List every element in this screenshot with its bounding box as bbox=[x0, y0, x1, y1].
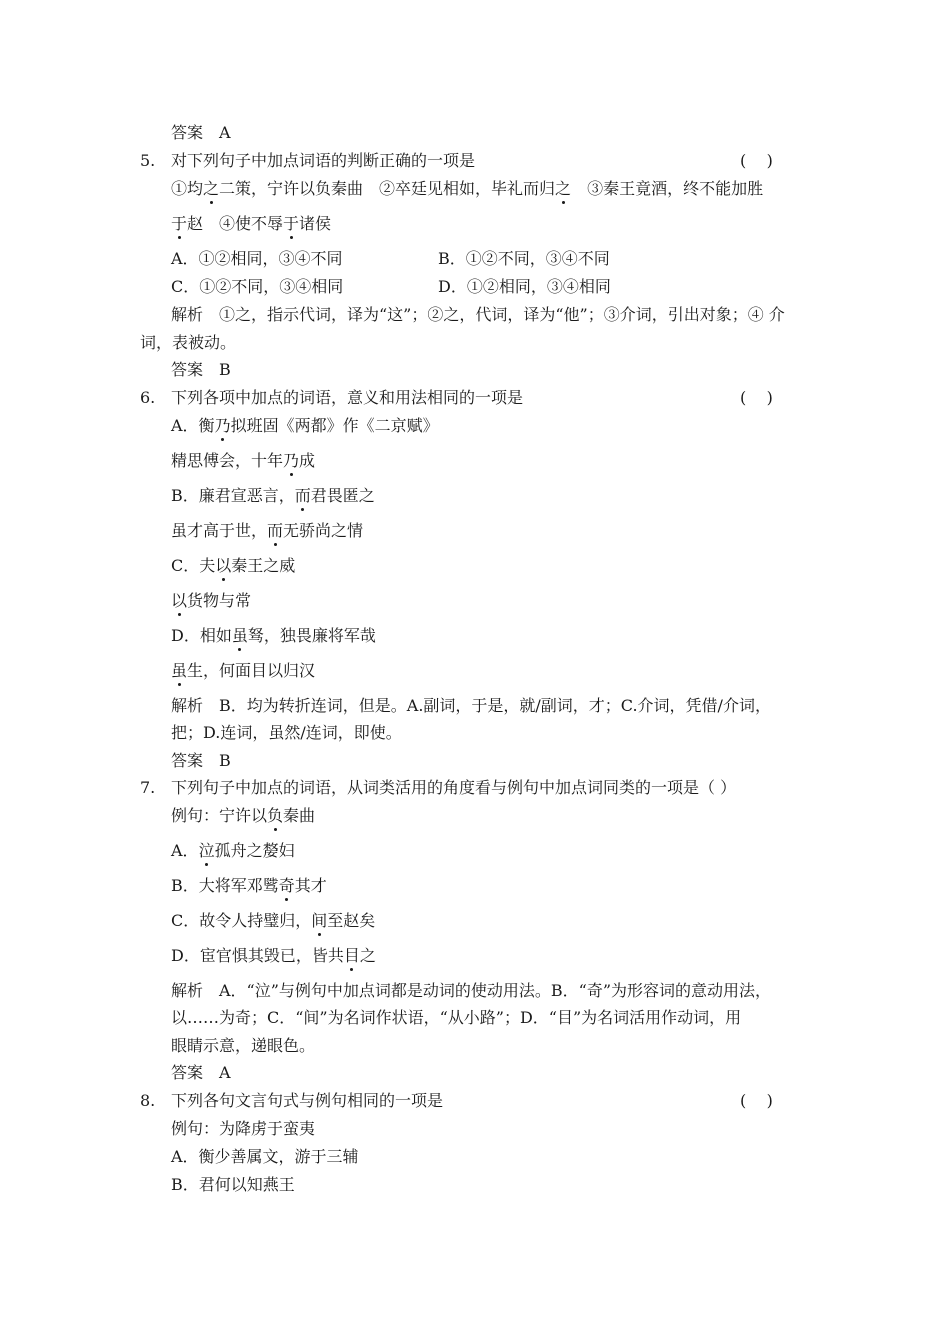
emphasized-char: 乃 bbox=[214, 416, 231, 435]
q5-option-a: A．①②相同，③④不同 bbox=[171, 249, 343, 268]
q6-analysis-line2: 把；D.连词，虽然/连词，即使。 bbox=[171, 723, 402, 742]
text-run: D．宦官惧其毁已，皆共 bbox=[171, 946, 344, 965]
text-run: A． bbox=[171, 841, 199, 860]
emphasized-char: 而 bbox=[294, 486, 311, 505]
answer-value: A bbox=[219, 123, 231, 142]
emphasized-char: 以 bbox=[171, 591, 188, 610]
q6-option-c-line2 bbox=[171, 591, 251, 611]
text-run: C．故令人持璧归， bbox=[171, 911, 312, 930]
q5-option-b: B．①②不同，③④不同 bbox=[438, 249, 610, 268]
text-run: B．大将军邓骘 bbox=[171, 876, 279, 895]
q6-option-a-line2 bbox=[171, 451, 315, 471]
q8-option-a: A．衡少善属文，游于三辅 bbox=[171, 1147, 359, 1166]
text-run: 君畏匿之 bbox=[310, 486, 375, 505]
emphasized-char: 奇 bbox=[278, 876, 295, 895]
text-run: A．衡 bbox=[171, 416, 215, 435]
answer-label: 答案 bbox=[171, 123, 204, 142]
q6-option-c-line1 bbox=[171, 556, 295, 576]
answer-label: 答案 bbox=[171, 751, 204, 770]
emphasized-char: 之 bbox=[555, 179, 572, 198]
q5-sentences-line1 bbox=[171, 179, 763, 199]
q5-option-c: C．①②不同，③④相同 bbox=[171, 277, 344, 296]
text-run: 例句：宁许以 bbox=[171, 806, 268, 825]
emphasized-char: 以 bbox=[215, 556, 232, 575]
text-run: 货物与常 bbox=[187, 591, 252, 610]
answer-value: B bbox=[219, 360, 231, 379]
text-run: 精思傅会，十年 bbox=[171, 451, 284, 470]
q7-stem: 下列句子中加点的词语，从词类活用的角度看与例句中加点词同类的一项是（ ） bbox=[171, 778, 737, 797]
q7-analysis-line2: 以……为奇；C．“间”为名词作状语，“从小路”；D．“目”为名词活用作动词，用 bbox=[171, 1008, 742, 1027]
q7-option-d bbox=[171, 946, 376, 966]
q7-option-a bbox=[171, 841, 295, 861]
q7-answer bbox=[171, 1063, 231, 1083]
text-run: 生，何面目以归汉 bbox=[187, 661, 316, 680]
text-run: 诸侯 bbox=[299, 214, 332, 233]
text-run: B．廉君宣恶言， bbox=[171, 486, 295, 505]
text-run: 虽才高于世， bbox=[171, 521, 268, 540]
q6-option-b-line2 bbox=[171, 521, 363, 541]
q6-answer-blank: ( ) bbox=[740, 388, 773, 407]
text-run: 拟班固《两都》作《二京赋》 bbox=[230, 416, 439, 435]
q7-option-c bbox=[171, 911, 375, 931]
text-run: 秦曲 bbox=[283, 806, 316, 825]
text-run: 孤舟之嫠妇 bbox=[214, 841, 295, 860]
answer-label: 答案 bbox=[171, 360, 204, 379]
answer-label: 答案 bbox=[171, 1063, 204, 1082]
text-run: 至赵矣 bbox=[327, 911, 376, 930]
q8-option-b: B．君何以知燕王 bbox=[171, 1175, 295, 1194]
emphasized-char: 泣 bbox=[198, 841, 215, 860]
q6-option-d-line1 bbox=[171, 626, 376, 646]
q5-number: 5. bbox=[140, 151, 156, 170]
q7-option-b bbox=[171, 876, 327, 896]
emphasized-char: 虽 bbox=[231, 626, 248, 645]
text-run: D．相如 bbox=[171, 626, 232, 645]
text-run: 驽，独畏廉将军哉 bbox=[247, 626, 376, 645]
q6-answer bbox=[171, 751, 231, 771]
q5-analysis-line2: 词，表被动。 bbox=[140, 333, 237, 352]
text-run: 无骄尚之情 bbox=[283, 521, 364, 540]
q5-stem: 对下列句子中加点词语的判断正确的一项是 bbox=[171, 151, 476, 170]
text-run: 赵 ④使不辱 bbox=[187, 214, 284, 233]
emphasized-char: 虽 bbox=[171, 661, 188, 680]
q8-stem: 下列各句文言句式与例句相同的一项是 bbox=[171, 1091, 444, 1110]
q6-stem: 下列各项中加点的词语，意义和用法相同的一项是 bbox=[171, 388, 524, 407]
q6-analysis-line1: 解析 B．均为转折连词，但是。A.副词，于是，就/副词，才；C.介词，凭借/介词， bbox=[171, 696, 771, 715]
q4-answer bbox=[171, 123, 231, 143]
q6-option-b-line1 bbox=[171, 486, 375, 506]
emphasized-char: 而 bbox=[267, 521, 284, 540]
q5-analysis-line1: 解析 ①之，指示代词，译为“这”；②之，代词，译为“他”；③介词，引出对象；④ 介 bbox=[171, 305, 785, 324]
emphasized-char: 之 bbox=[203, 179, 220, 198]
q5-answer bbox=[171, 360, 231, 380]
text-run: ③秦王竟酒，终不能加胜 bbox=[571, 179, 764, 198]
q8-number: 8. bbox=[140, 1091, 156, 1110]
q5-answer-blank: ( ) bbox=[740, 151, 773, 170]
answer-value: B bbox=[219, 751, 231, 770]
emphasized-char: 乃 bbox=[283, 451, 300, 470]
text-run: 成 bbox=[299, 451, 316, 470]
q8-answer-blank: ( ) bbox=[740, 1091, 773, 1110]
text-run: 其才 bbox=[294, 876, 327, 895]
q8-example: 例句：为降虏于蛮夷 bbox=[171, 1119, 316, 1138]
q5-sentences-line2 bbox=[171, 214, 331, 234]
answer-value: A bbox=[219, 1063, 231, 1082]
q7-number: 7. bbox=[140, 778, 156, 797]
text-run: 之 bbox=[359, 946, 376, 965]
q7-example bbox=[171, 806, 315, 826]
q6-number: 6. bbox=[140, 388, 156, 407]
q7-analysis-line3: 眼睛示意，递眼色。 bbox=[171, 1036, 316, 1055]
emphasized-char: 负 bbox=[267, 806, 284, 825]
q7-analysis-line1: 解析 A．“泣”与例句中加点词都是动词的使动用法。B．“奇”为形容词的意动用法， bbox=[171, 981, 772, 1000]
emphasized-char: 于 bbox=[171, 214, 188, 233]
emphasized-char: 于 bbox=[283, 214, 300, 233]
text-run: C．夫 bbox=[171, 556, 216, 575]
q6-option-d-line2 bbox=[171, 661, 315, 681]
emphasized-char: 目 bbox=[343, 946, 360, 965]
q5-option-d: D．①②相同，③④相同 bbox=[438, 277, 611, 296]
text-run: 二策，宁许以负秦曲 ②卒廷见相如，毕礼而归 bbox=[219, 179, 556, 198]
text-run: 秦王之威 bbox=[231, 556, 296, 575]
q6-option-a-line1 bbox=[171, 416, 439, 436]
text-run: ①均 bbox=[171, 179, 204, 198]
emphasized-char: 间 bbox=[311, 911, 328, 930]
